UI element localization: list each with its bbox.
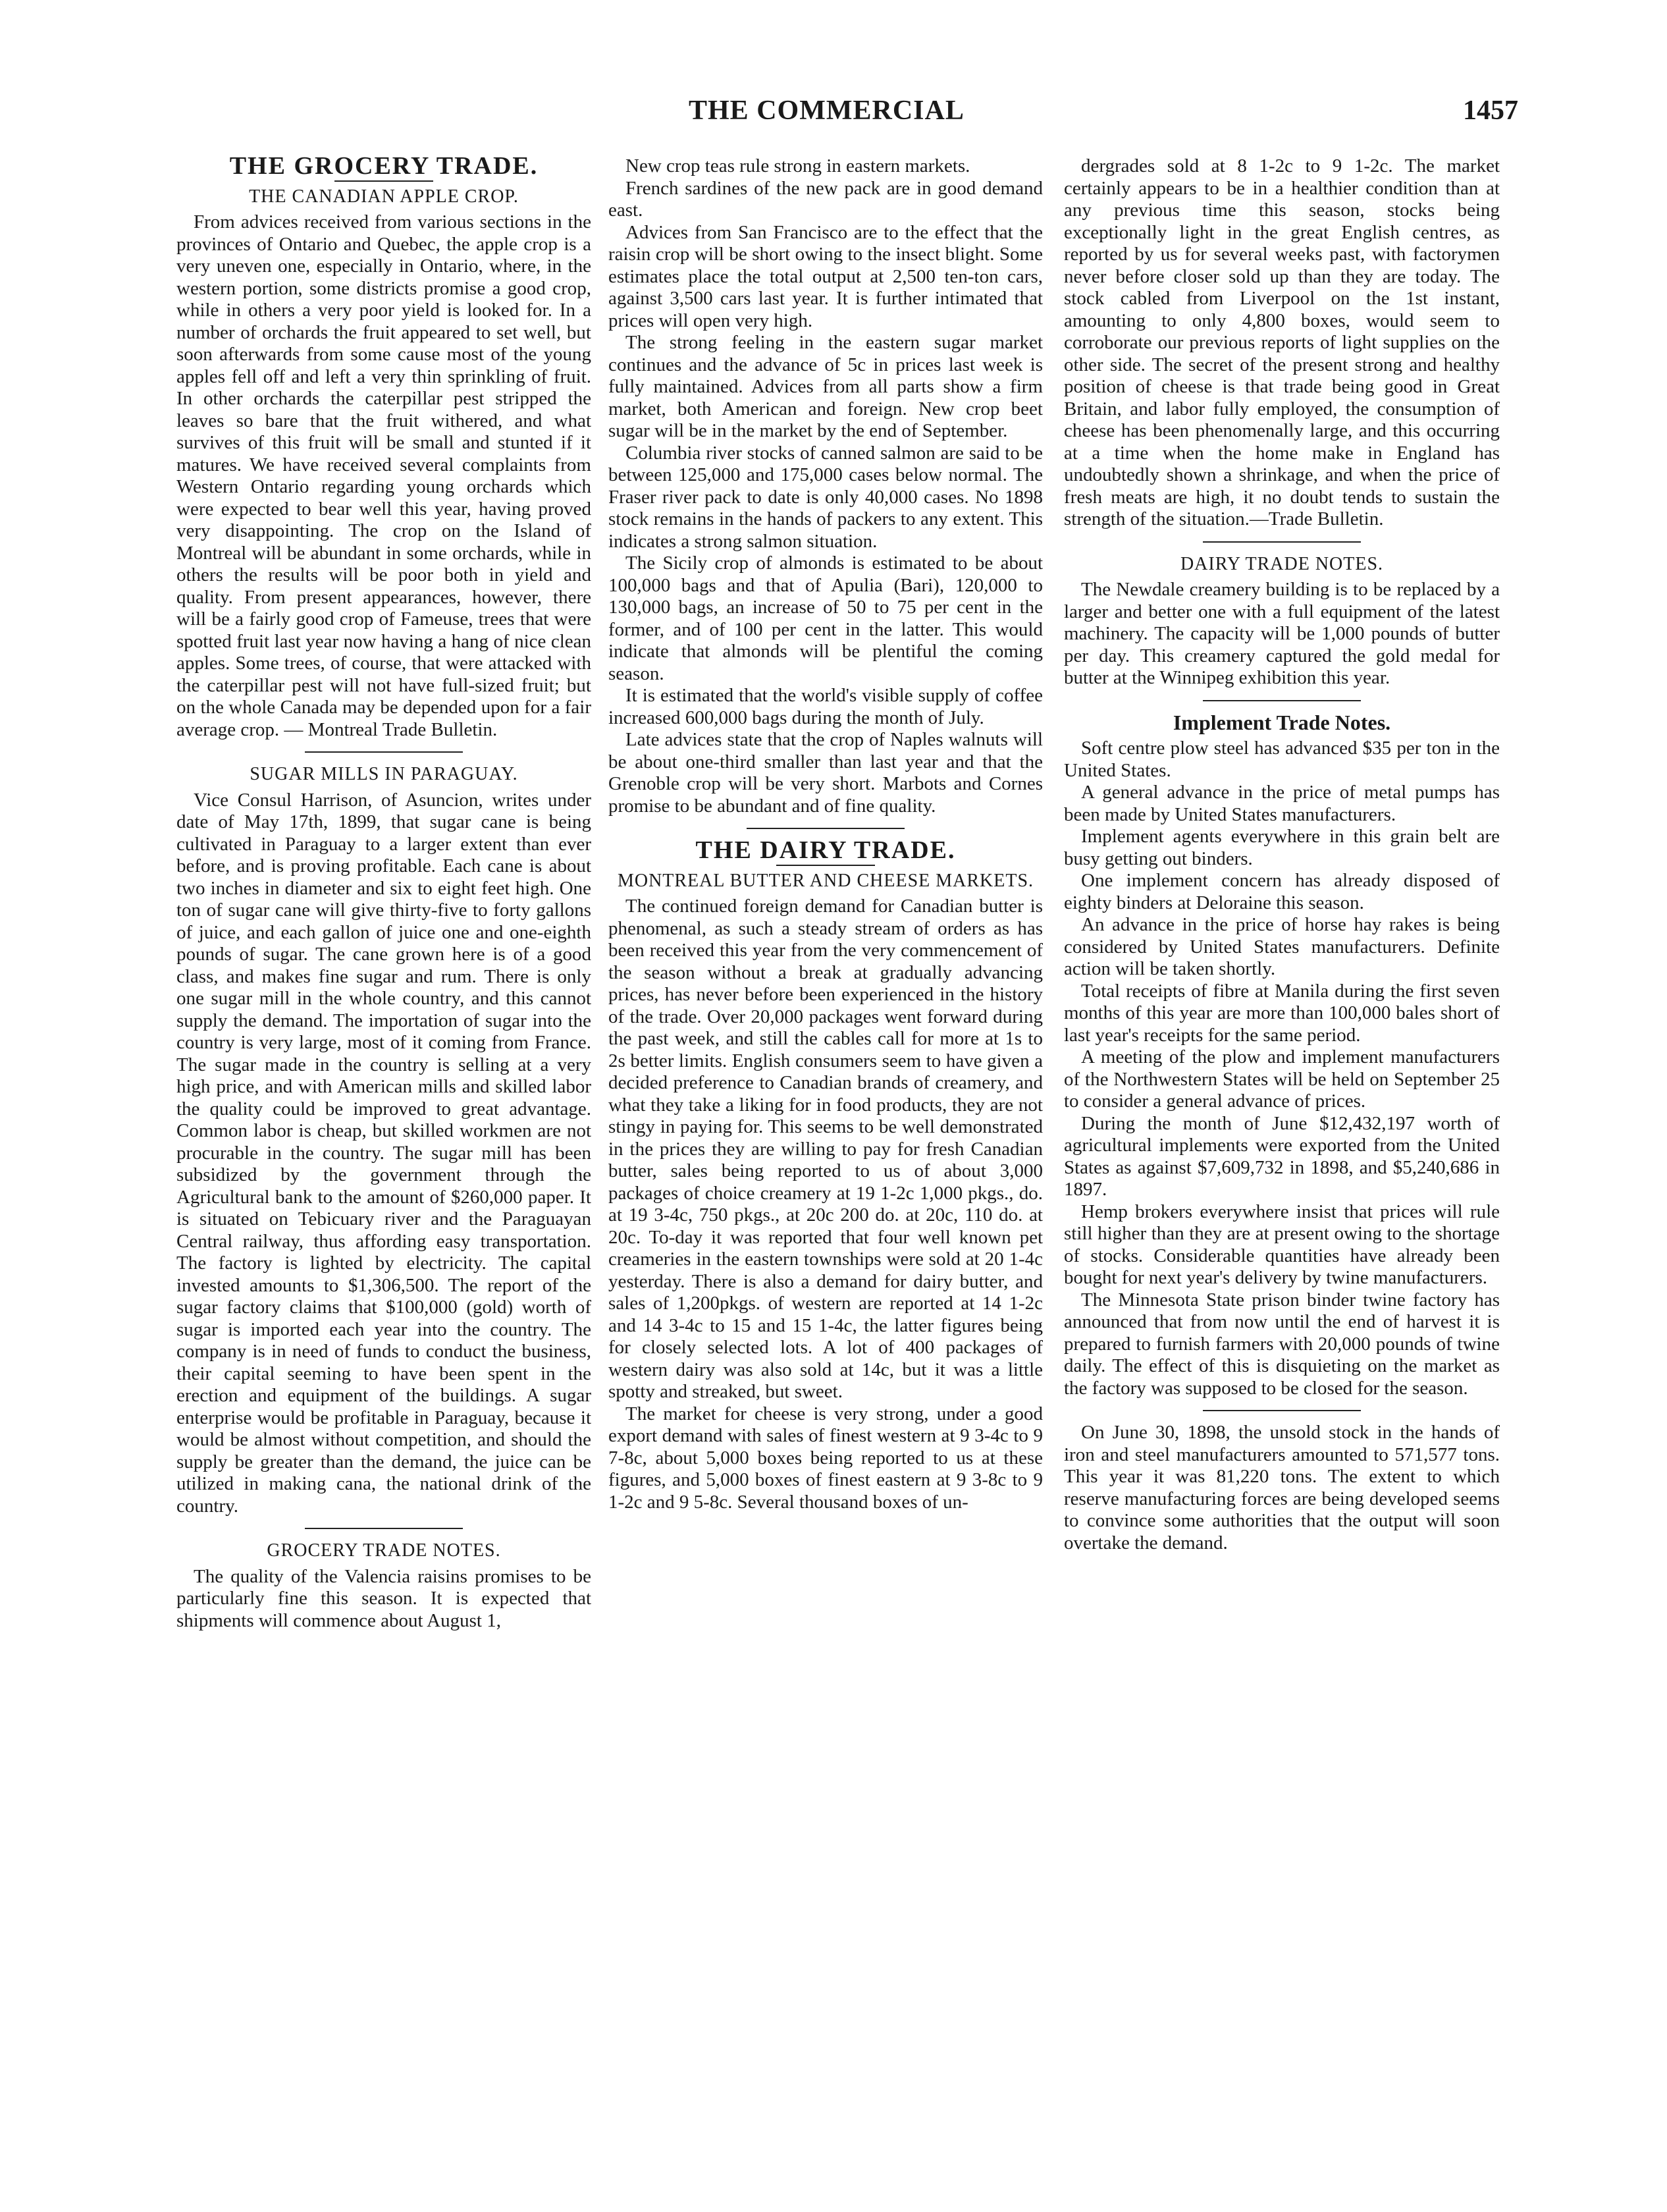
article-title-apple-crop: THE CANADIAN APPLE CROP. xyxy=(249,186,519,207)
article-paragraph: An advance in the price of horse hay rakes is being considered by United States manufacturers. Definite action will be taken shortly. xyxy=(1064,914,1500,979)
article-title-montreal-markets: MONTREAL BUTTER AND CHEESE MARKETS. xyxy=(617,870,1034,891)
article-paragraph: The Minnesota State prison binder twine factory has announced that from now until the end of harvest it is prepared to furnish farmers with 20,000 pounds of twine daily. The effect of this is disquieting on the market as the factory was supposed to be closed for the season. xyxy=(1064,1289,1500,1399)
divider xyxy=(747,828,905,829)
article-paragraph: The Sicily crop of almonds is estimated to be about 100,000 bags and that of Apulia (Bari), 120,000 to 130,000 bags, an increase of 50 to 75 per cent in the former, and of 100 per cent in the latter. This would indicate that almonds will be plentiful the coming season. xyxy=(608,553,1043,684)
divider xyxy=(305,1528,463,1529)
article-paragraph: The Newdale creamery building is to be replaced by a larger and better one with a full equipment of the latest machinery. The capacity will be 1,000 pounds of butter per day. This creamery captured the gold medal for butter at the Winnipeg exhibition this year. xyxy=(1064,579,1500,688)
article-paragraph: Total receipts of fibre at Manila during the first seven months of this year are more than 100,000 bales short of last year's receipts for the same period. xyxy=(1064,980,1500,1046)
divider xyxy=(1203,700,1361,701)
article-paragraph: The strong feeling in the eastern sugar market continues and the advance of 5c in prices last week is fully maintained. Advices from all parts show a firm market, both American and foreign. New crop beet sugar will be in the market by the end of September. xyxy=(608,332,1043,441)
article-paragraph: On June 30, 1898, the unsold stock in the hands of iron and steel manufacturers amounted to 571,577 tons. This year it was 81,220 tons. The extent to which reserve manufacturing forces are being developed seems to convince some authorities that the output will soon overtake the demand. xyxy=(1064,1422,1500,1553)
article-title-implement-notes: Implement Trade Notes. xyxy=(1173,710,1391,734)
article-paragraph: Implement agents everywhere in this grain belt are busy getting out binders. xyxy=(1064,826,1500,869)
page-number: 1457 xyxy=(1463,95,1518,126)
article-paragraph: A meeting of the plow and implement manufacturers of the Northwestern States will be held on September 25 to consider a general advance of prices. xyxy=(1064,1046,1500,1112)
article-paragraph: Soft centre plow steel has advanced $35 per ton in the United States. xyxy=(1064,738,1500,781)
article-paragraph: Late advices state that the crop of Naples walnuts will be about one-third smaller than last year and that the Grenoble crop will be very short. Marbots and Cornes promise to be abundant and of fine quality. xyxy=(608,729,1043,817)
article-paragraph: dergrades sold at 8 1-2c to 9 1-2c. The market certainly appears to be in a healthier condition than at any previous time this season, stocks being exceptionally light in the great English centres, as reported by us for several weeks past, with factorymen never before closer sold up than they are today. The stock cabled from Liverpool on the 1st instant, amounting to only 4,800 boxes, would seem to corroborate our previous reports of light supplies on the other side. The secret of the present strong and healthy position of cheese is that trade being good in Great Britain, and labor fully employed, the consumption of cheese has been phenomenally large, and this occurring at a time when the home make in England has undoubtedly shown a shrinkage, and when the price of fresh meats are high, it no doubt tends to sustain the strength of the situation.—Trade Bulletin. xyxy=(1064,155,1500,529)
column-3 xyxy=(1064,155,1500,2138)
article-paragraph: During the month of June $12,432,197 worth of agricultural implements were exported from the United States as against $7,609,732 in 1898, and $5,240,686 in 1897. xyxy=(1064,1112,1500,1200)
running-head: THE COMMERCIAL xyxy=(689,95,965,126)
article-paragraph: Advices from San Francisco are to the effect that the raisin crop will be short owing to the insect blight. Some estimates place the total output at 2,500 ten-ton cars, against 3,500 cars last year. It is further intimated that prices will open very high. xyxy=(608,221,1043,331)
divider xyxy=(1203,1410,1361,1411)
section-title-dairy: THE DAIRY TRADE. xyxy=(695,836,956,864)
article-paragraph: One implement concern has already disposed of eighty binders at Deloraine this season. xyxy=(1064,870,1500,913)
article-paragraph: Vice Consul Harrison, of Asuncion, writes under date of May 17th, 1899, that sugar cane is being cultivated in Paraguay to a larger extent than ever before, and is proving profitable. Each cane is about two inches in diameter and six to eight feet high. One ton of sugar cane will give thirty-five to forty gallons of juice, and each gallon of juice one and one-eighth pounds of sugar. The cane grown here is of a good class, and makes fine sugar and rum. There is only one sugar mill in the whole country, and this cannot supply the demand. The importation of sugar into the country is very large, most of it coming from France. The sugar made in the country is selling at a very high price, and with American mills and skilled labor the quality could be improved to great advantage. Common labor is cheap, but skilled workmen are not procurable in the country. The sugar mill has been subsidized by the government through the Agricultural bank to the amount of $260,000 paper. It is situated on Tebicuary river and the Paraguayan Central railway, thus affording easy transportation. The factory is lighted by electricity. The capital invested amounts to $1,306,500. The report of the sugar factory claims that $100,000 (gold) worth of sugar is imported each year into the country. The company is in need of funds to conduct the business, their capital seeming to have been spent in the erection and equipment of the buildings. A sugar enterprise would be profitable in Paraguay, because it would be almost without competition, and should the supply be greater than the demand, the juice can be utilized in making cana, the national drink of the country. xyxy=(176,789,591,1517)
divider xyxy=(334,180,433,182)
article-title-grocery-notes: GROCERY TRADE NOTES. xyxy=(267,1540,501,1561)
section-title-grocery: THE GROCERY TRADE. xyxy=(229,155,539,180)
divider xyxy=(1203,541,1361,543)
article-paragraph: The continued foreign demand for Canadian butter is phenomenal, as such a steady stream of orders as has been received this year from the very commencement of the season without a break at gradually advancing prices, has never before been experienced in the history of the trade. Over 20,000 packages went forward during the past week, and still the cables call for more at 1s to 2s better limits. English consumers seem to have given a decided preference to Canadian brands of creamery, and what they take a liking for in food products, they are not stingy in paying for. This seems to be well demonstrated in the prices they are willing to pay for fresh Canadian butter, sales being reported to us of about 3,000 packages of choice creamery at 19 1-2c 1,000 pkgs., do. at 19 3-4c, 750 pkgs., at 20c 200 do. at 20c, 110 do. at 20c. To-day it was reported that four well known pet creameries in the eastern townships were sold at 20 1-4c yesterday. There is also a demand for dairy butter, and sales of 1,200pkgs. of western are reported at 14 1-2c and 14 3-4c to 15 and 15 1-4c, the latter figures being for closely selected lots. A lot of 400 packages of western dairy was also sold at 14c, but it was a little spotty and streaked, but sweet. xyxy=(608,896,1043,1402)
divider xyxy=(305,751,463,753)
article-paragraph: French sardines of the new pack are in good demand east. xyxy=(608,177,1043,221)
column-2 xyxy=(608,155,1043,2138)
column-1 xyxy=(176,155,591,2138)
article-paragraph: From advices received from various sections in the provinces of Ontario and Quebec, the apple crop is a very uneven one, especially in Ontario, where, in the western portion, some districts promise a good crop, while in others a very poor yield is looked for. In a number of orchards the fruit appeared to set well, but soon afterwards from some cause most of the young apples fell off and left a very thin sprinkling of fruit. In other orchards the caterpillar pest stripped the leaves so bare that the fruit withered, and what survives of this fruit will be small and stunted if it matures. We have received several complaints from Western Ontario regarding young orchards which were expected to bear well this year, having proved very disappointing. The crop on the Island of Montreal will be abundant in some orchards, while in others the results will be poor both in yield and quality. From present appearances, however, there will be a fairly good crop of Fameuse, trees that were spotted fruit last year now having a hang of nice clean apples. Some trees, of course, that were attacked with the caterpillar pest will not have full-sized fruit; but on the whole Canada may be depended upon for a fair average crop. — Montreal Trade Bulletin. xyxy=(176,211,591,740)
article-paragraph: It is estimated that the world's visible supply of coffee increased 600,000 bags during the month of July. xyxy=(608,685,1043,728)
article-paragraph: Hemp brokers everywhere insist that prices will rule still higher than they are at present owing to the shortage of stocks. Considerable quantities have already been bought for next year's delivery by twine manufacturers. xyxy=(1064,1200,1500,1288)
article-title-sugar-mills: SUGAR MILLS IN PARAGUAY. xyxy=(250,764,518,784)
page-header xyxy=(0,92,1667,145)
article-paragraph: Columbia river stocks of canned salmon are said to be between 125,000 and 175,000 cases below normal. The Fraser river pack to date is only 40,000 cases. No 1898 stock remains in the hands of packers to any extent. This indicates a strong salmon situation. xyxy=(608,442,1043,552)
article-title-dairy-notes: DAIRY TRADE NOTES. xyxy=(1180,553,1384,574)
article-paragraph: A general advance in the price of metal pumps has been made by United States manufacturers. xyxy=(1064,782,1500,825)
article-paragraph: The quality of the Valencia raisins promises to be particularly fine this season. It is expected that shipments will commence about August 1, xyxy=(176,1565,591,1631)
article-paragraph: The market for cheese is very strong, under a good export demand with sales of finest western at 9 3-4c to 9 7-8c, about 5,000 boxes being reported to us at these figures, and 5,000 boxes of finest eastern at 9 3-8c to 9 1-2c and 9 5-8c. Several thousand boxes of un- xyxy=(608,1403,1043,1513)
divider xyxy=(776,865,875,866)
article-paragraph: New crop teas rule strong in eastern markets. xyxy=(625,155,970,176)
